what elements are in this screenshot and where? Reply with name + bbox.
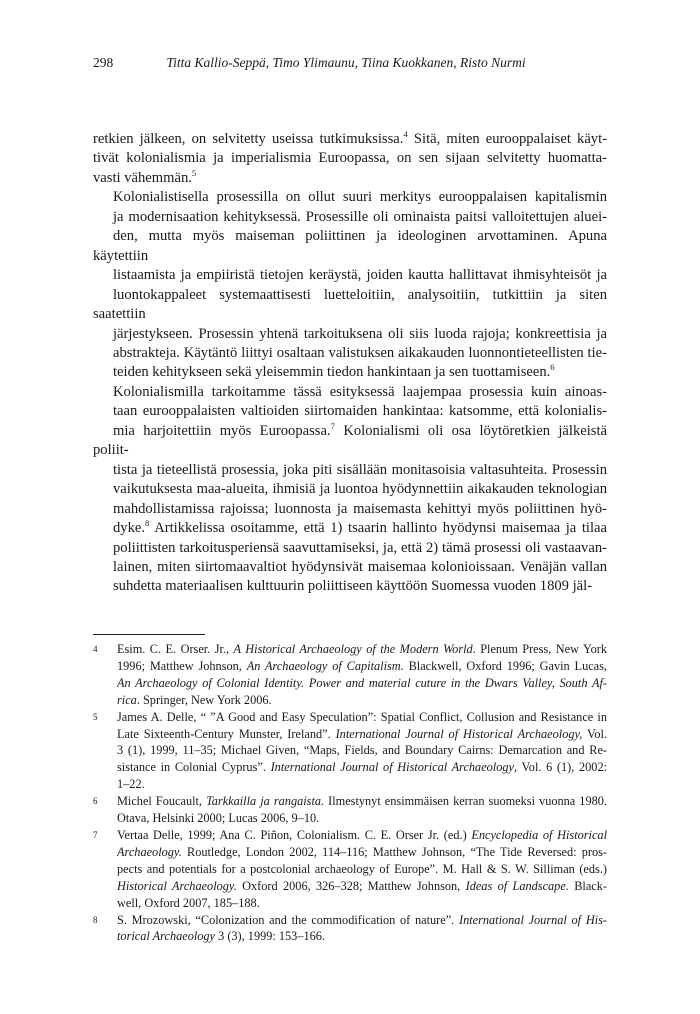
footnote-line: Historical Archaeology. Oxford 2006, 326–328; Matthew Johnson, Ideas of Landscape. Black- [117,878,607,893]
footnote-ref: 5 [191,168,197,179]
footnote-line: well, Oxford 2007, 185–188. [117,895,260,910]
paragraph-2 [93,188,607,383]
footnote [93,912,607,946]
running-head [93,55,613,71]
footnote [93,709,607,794]
footnote-line: Archaeology. Routledge, London 2002, 114–116; Matthew Johnson, “The Tide Reversed: pros- [117,844,607,859]
footnote-number: 6 [93,796,98,807]
text-line: mahdollistamissa rajoissa; luonnosta ja maisemasta kehittyi myös poliittinen hyö- [113,500,607,517]
footnote-line: 1996; Matthew Johnson, An Archaeology of Capitalism. Blackwell, Oxford 1996; Gavin Lucas, [117,658,607,673]
footnotes [93,641,607,945]
text-line: luontokappaleet systemaattisesti luetteloitiin, analysoitiin, tutkittiin ja siten saatettiin [93,286,607,323]
footnote-number: 8 [93,914,98,925]
footnote-separator [93,634,205,635]
footnote-ref: 7 [330,420,335,431]
text-line: retkien jälkeen, on selvitetty useissa tutkimuksissa.$^4$ Sitä, miten eurooppalaiset käyt- [93,129,608,147]
text-line: poliittisten tarkoitusperiensä saavuttamiseksi, ja, että 2) tämä prosessi oli vastaavan- [113,539,607,556]
body-text [93,130,607,597]
footnote-line: torical Archaeology 3 (3), 1999: 153–166. [117,929,325,944]
text-line: lainen, miten siirtomaavaltiot hyödynsivät maisemaa kolonioissaan. Venäjän vallan [113,558,607,575]
footnote-text [117,641,607,709]
footnote-line: sistance in Colonial Cyprus”. International Journal of Historical Archaeology, Vol. 6 (1), 2002: [117,760,607,775]
footnote-line: Michel Foucault, Tarkkailla ja rangaista. Ilmestynyt ensimmäisen kerran suomeksi vuonna 1980. [117,794,607,809]
text-line: suhdetta materiaalisen kulttuurin poliittiseen käyttöön Suomessa vuoden 1809 jäl- [113,578,593,595]
footnote-line: 3 (1), 1999, 11–35; Michael Given, “Maps, Fields, and Boundary Cairns: Demarcation and Re- [117,743,607,758]
footnote-line: S. Mrozowski, “Colonization and the commodification of nature”. International Journal of His- [117,912,607,927]
footnote-number: 7 [93,829,98,840]
text-line: abstrakteja. Käytäntö liittyi osaltaan valistuksen aikakauden luonnontieteellisten tie- [113,344,607,361]
footnote-number: 4 [93,644,98,654]
footnote-text [117,793,607,827]
footnote-line: Vertaa Delle, 1999; Ana C. Piñon, Colonialism. C. E. Orser Jr. (ed.) Encyclopedia of Historical [117,827,607,842]
text-line: vaikutuksesta maa-alueita, ihmisiä ja luontoa hyödynnettiin aikakauden teknologian [113,481,607,498]
text-line: ja modernisaation kehityksessä. Prosessille oli ominaista paitsi valloitettujen aluei- [113,208,607,225]
footnote-line: rica. Springer, New York 2006. [117,692,272,707]
footnote-ref: 6 [550,362,555,373]
footnote-line: An Archaeology of Colonial Identity. Power and material cuture in the Dwars Valley, South Af- [117,675,607,690]
text-line: dyke.$^8$ Artikkelissa osoitamme, että 1) tsaarin hallinto hyödynsi maisemaa ja tilaa [113,518,607,537]
text-line: teiden kehitykseen sekä yleisemmin tiedon hankintaan ja sen tuottamiseen.$^6$ [113,362,555,381]
text-line: den, mutta myös maiseman poliittinen ja ideologinen arvottaminen. Apuna käytettiin [93,228,607,264]
text-line: tista ja tieteellistä prosessia, joka piti sisällään monitasoisia valtasuhteita. Prosessin [113,461,607,478]
text-line: mia harjoitettiin myös Euroopassa.$^7$ Kolonialismi oli osa löytöretkien jälkeistä poliit- [93,420,607,459]
footnote-line: pects and potentials for a postcolonial archaeology of Europe”. M. Hall & S. W. Silliman (eds.) [117,861,607,876]
footnote [93,641,607,709]
text-line: Kolonialistisella prosessilla on ollut suuri merkitys eurooppalaisen kapitalismin [113,189,607,206]
footnote-line: Otava, Helsinki 2000; Lucas 2006, 9–10. [117,811,320,826]
footnote-line: 1–22. [117,777,145,792]
page-number: 298 [93,55,114,70]
footnote-ref: 4 [403,129,408,140]
text-line: listaamista ja empiiristä tietojen keräystä, joiden kautta hallittavat ihmisyhteisöt ja [113,267,607,284]
paragraph-3 [93,383,607,597]
footnote-ref: 8 [145,518,150,529]
footnote-text [117,827,607,912]
text-line: tivät kolonialismia ja imperialismia Euroopassa, on sen sijaan selvitetty huomatta- [93,150,607,167]
text-line: Kolonialismilla tarkoitamme tässä esityksessä laajempaa prosessia kuin ainoas- [113,383,607,400]
footnote-number: 5 [93,711,98,722]
footnote [93,793,607,827]
footnote-text [117,709,607,794]
paragraph-1 [93,130,607,188]
footnote [93,827,607,912]
footnote-text [117,912,607,946]
text-line: järjestykseen. Prosessin yhtenä tarkoituksena oli siis luoda rajoja; konkreettisia ja [113,325,607,342]
footnote-line: Esim. C. E. Orser. Jr., A Historical Archaeology of the Modern World. Plenum Press, New York [117,642,607,656]
footnote-line: Late Sixteenth-Century Munster, Ireland”. International Journal of Historical Archaeology, Vol. [117,726,607,741]
text-line: vasti vähemmän.$^5$ [93,168,197,186]
running-head-authors: Titta Kallio-Seppä, Timo Ylimaunu, Tiina Kuokkanen, Risto Nurmi [166,55,526,70]
text-line: taan eurooppalaisten valtioiden siirtomaiden hankintaa: katsomme, että kolonialis- [113,403,607,420]
footnote-line: James A. Delle, “ ”A Good and Easy Speculation”: Spatial Conflict, Collusion and Resistance in [117,709,607,724]
